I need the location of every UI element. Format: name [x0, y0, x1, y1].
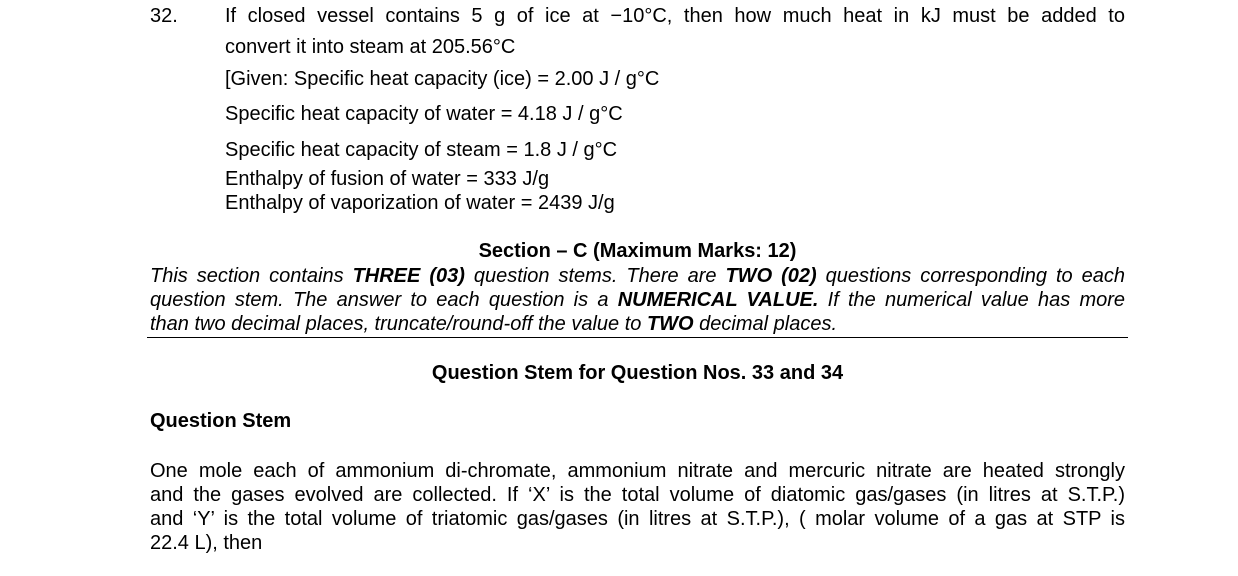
enthalpy-vaporization: Enthalpy of vaporization of water = 2439 J/g [225, 192, 615, 214]
question-text-line-1: If closed vessel contains 5 g of ice at −10°C, then how much heat in kJ must be added to [225, 5, 1125, 27]
desc-text: questions corresponding to each [816, 265, 1125, 287]
given-ice-heat-capacity: [Given: Specific heat capacity (ice) = 2.00 J / g°C [225, 68, 660, 90]
desc-emphasis: TWO [646, 313, 694, 335]
desc-text: question stem. The answer to each question is a [150, 289, 618, 311]
section-description-line-1 [150, 264, 1125, 288]
question-text-line-2: convert it into steam at 205.56°C [225, 36, 516, 58]
enthalpy-fusion: Enthalpy of fusion of water = 333 J/g [225, 168, 550, 190]
question-stem-label: Question Stem [150, 410, 292, 432]
stem-line-1: One mole each of ammonium di-chromate, ammonium nitrate and mercuric nitrate are heated strongly [150, 460, 1125, 482]
section-description [150, 264, 1125, 336]
stem-line-2: and the gases evolved are collected. If ‘X’ is the total volume of diatomic gas/gases (in litres at S.T.P.) [150, 484, 1125, 506]
stem-line-4: 22.4 L), then [150, 532, 263, 554]
desc-text: This section contains [150, 265, 353, 287]
question-stem-text [150, 459, 1125, 555]
desc-text: than two decimal places, truncate/round-off the value to [150, 313, 647, 335]
section-description-line-2 [150, 288, 1125, 312]
section-divider [147, 337, 1128, 338]
desc-emphasis: TWO (02) [725, 265, 817, 287]
steam-heat-capacity: Specific heat capacity of steam = 1.8 J / g°C [225, 139, 618, 161]
desc-text: question stems. There are [464, 265, 726, 287]
section-description-line-3 [150, 312, 1125, 336]
stem-line-3: and ‘Y’ is the total volume of triatomic gas/gases (in litres at S.T.P.), ( molar volume of a gas at STP is [150, 508, 1125, 530]
desc-text: If the numerical value has more [818, 289, 1126, 311]
desc-emphasis: NUMERICAL VALUE. [617, 289, 819, 311]
section-title: Section – C (Maximum Marks: 12) [478, 240, 797, 262]
question-stem-heading: Question Stem for Question Nos. 33 and 34 [431, 362, 844, 384]
water-heat-capacity: Specific heat capacity of water = 4.18 J / g°C [225, 103, 623, 125]
desc-emphasis: THREE (03) [352, 265, 465, 287]
question-number: 32. [150, 5, 178, 27]
desc-text: decimal places. [693, 313, 838, 335]
